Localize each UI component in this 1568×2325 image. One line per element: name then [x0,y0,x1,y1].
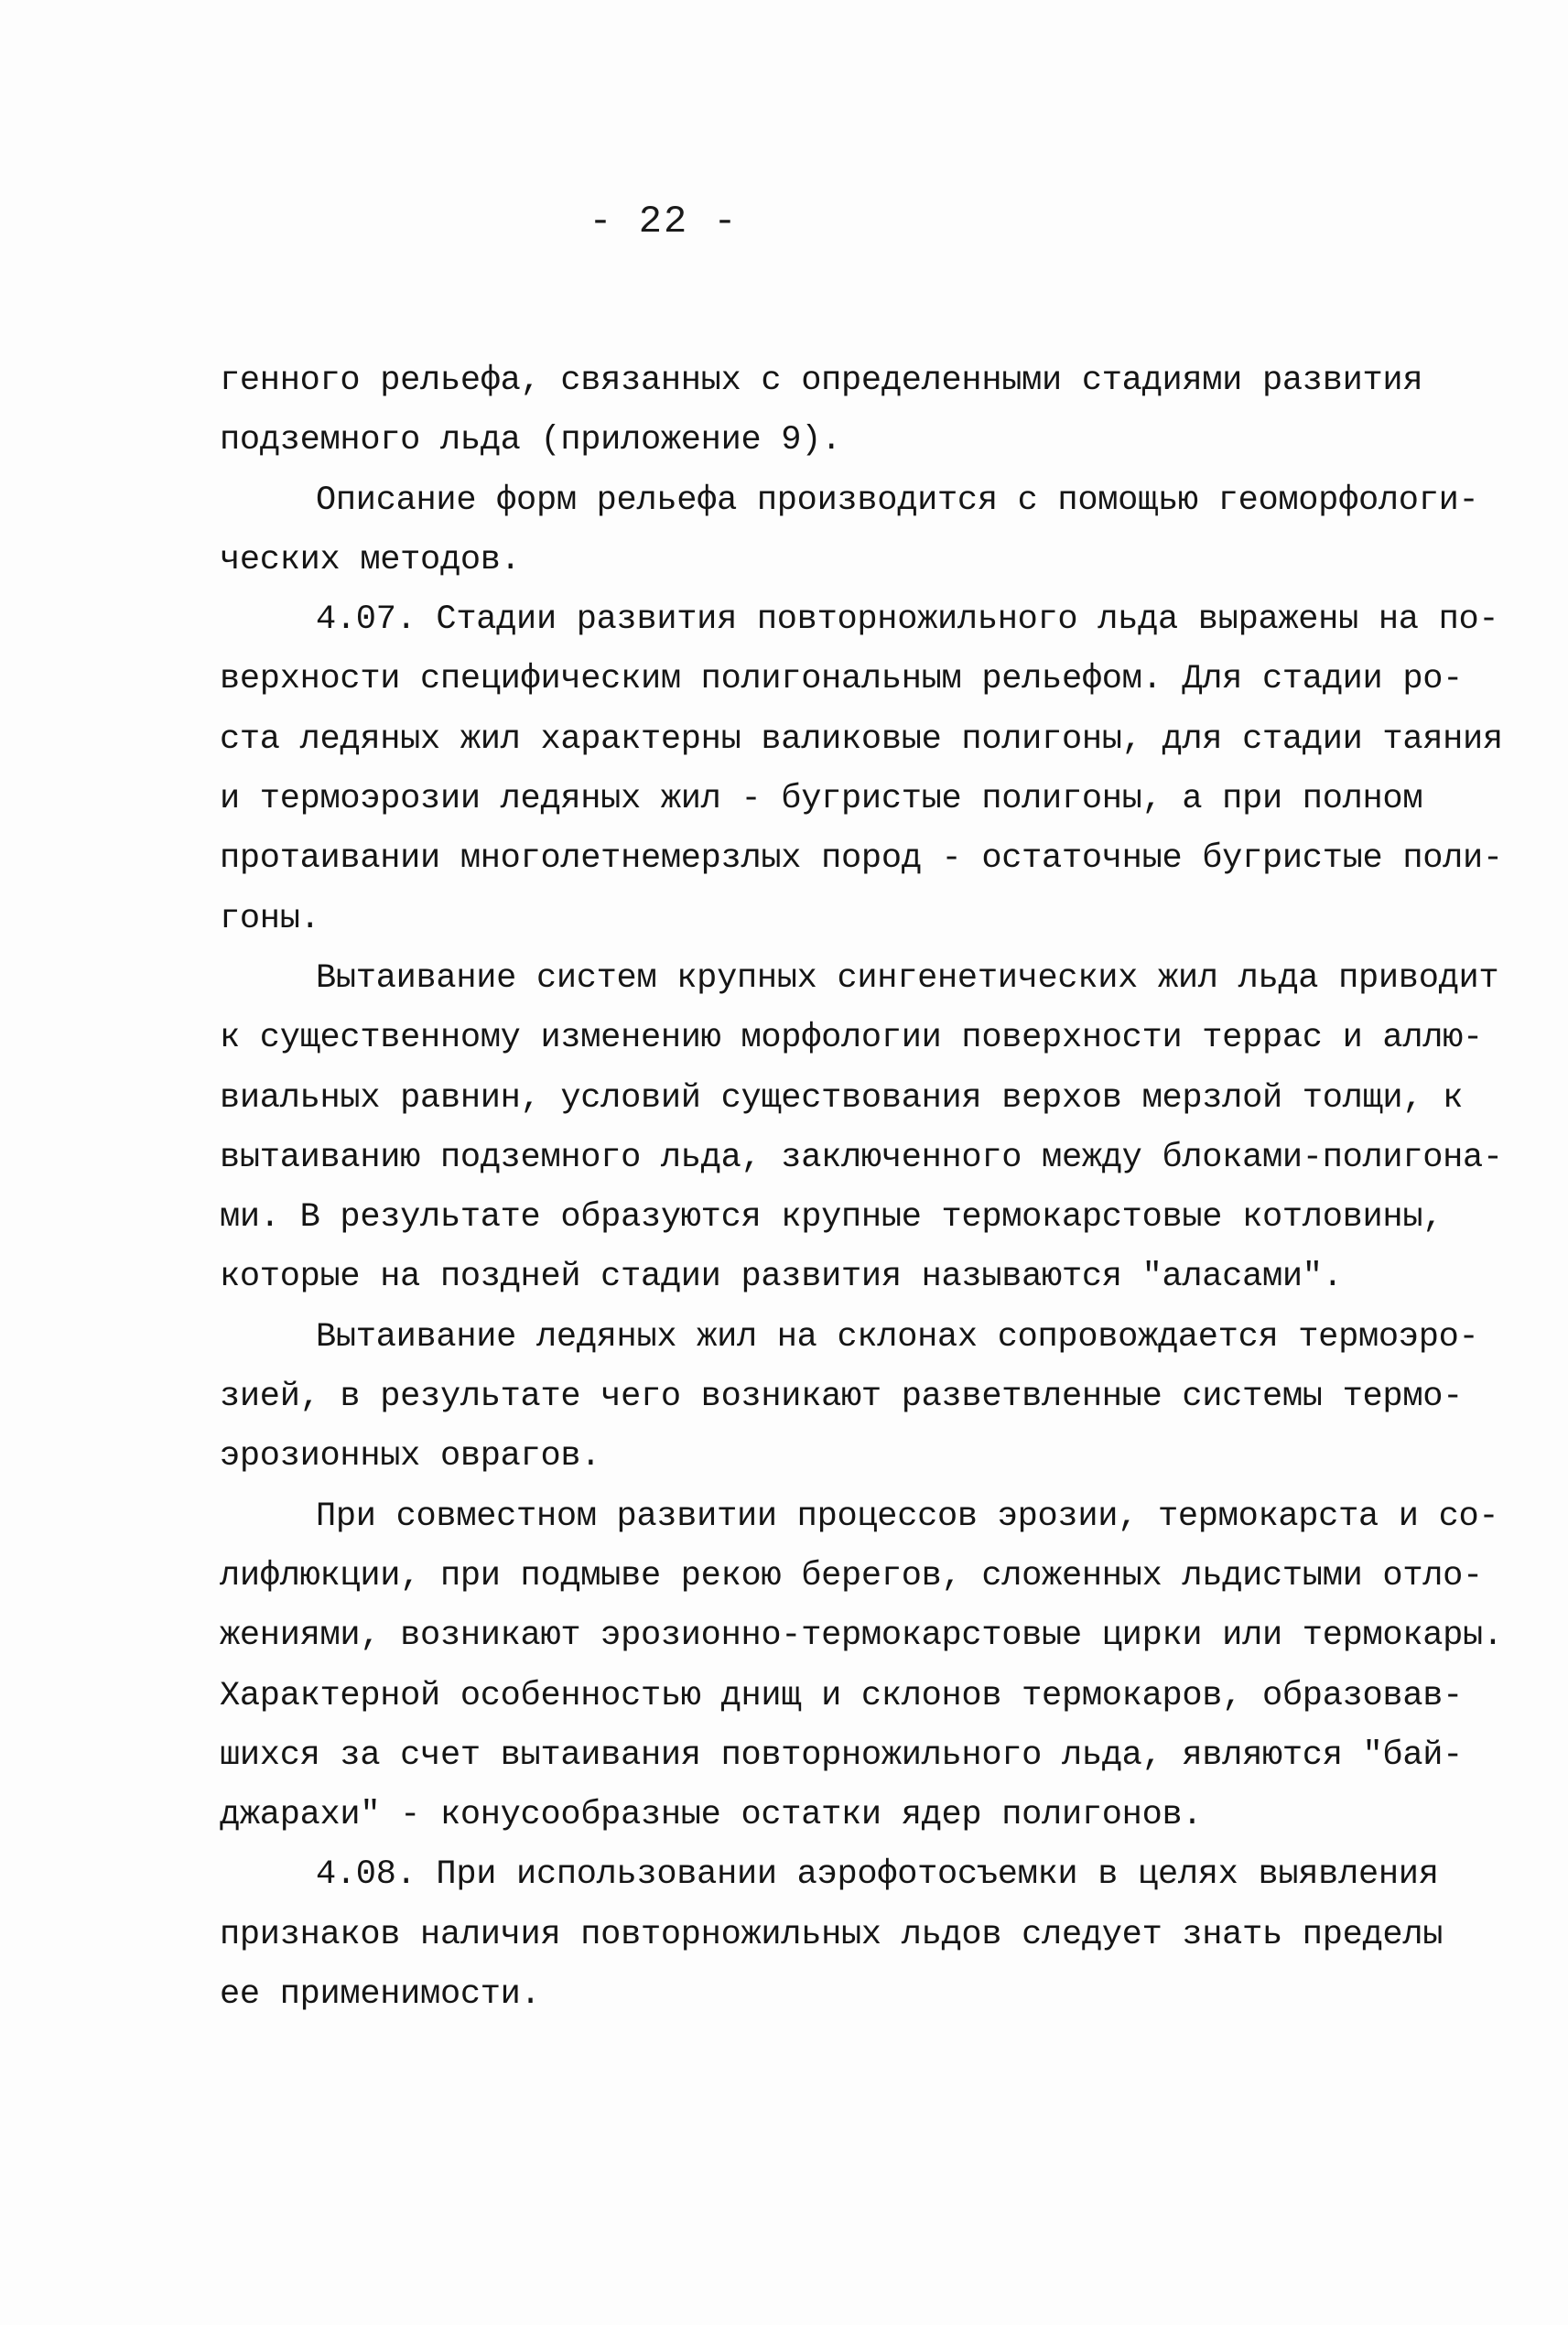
text-line: эрозионных оврагов. [220,1437,601,1476]
text-line: ее применимости. [220,1975,541,2015]
text-line: зией, в результате чего возникают разветвленные системы термо- [220,1378,1464,1417]
text-line: ми. В результате образуются крупные термокарстовые котловины, [220,1198,1444,1238]
text-line: которые на поздней стадии развития называются "аласами". [220,1258,1343,1297]
text-line: Описание форм рельефа производится с помощью геоморфологи- [316,481,1479,520]
text-line: признаков наличия повторножильных льдов следует знать пределы [220,1915,1444,1954]
text-line: Характерной особенностью днищ и склонов термокаров, образовав- [220,1676,1464,1715]
text-line: Вытаивание систем крупных сингенетических жил льда приводит [316,958,1499,998]
text-line: протаивании многолетнемерзлых пород - остаточные бугристые поли- [220,839,1503,879]
text-line: виальных равнин, условий существования верхов мерзлой толщи, к [220,1078,1464,1118]
text-line: Вытаивание ледяных жил на склонах сопровождается термоэро- [316,1317,1479,1357]
page-number: - 22 - [589,200,739,243]
text-line: При совместном развитии процессов эрозии, термокарста и со- [316,1497,1499,1536]
text-line: джарахи" - конусообразные остатки ядер полигонов. [220,1796,1203,1835]
text-line: гоны. [220,899,320,938]
text-line: к существенному изменению морфологии поверхности террас и аллю- [220,1019,1483,1058]
text-line: лифлюкции, при подмыве рекою берегов, сложенных льдистыми отло- [220,1556,1483,1595]
text-line: шихся за счет вытаивания повторножильного льда, являются "бай- [220,1736,1464,1775]
text-line: ста ледяных жил характерны валиковые полигоны, для стадии таяния [220,719,1503,759]
text-line: 4.08. При использовании аэрофотосъемки в целях выявления [316,1855,1439,1895]
text-line: жениями, возникают эрозионно-термокарстовые цирки или термокары. [220,1617,1503,1656]
text-line: подземного льда (приложение 9). [220,421,842,460]
text-line: вытаиванию подземного льда, заключенного между блоками-полигона- [220,1138,1503,1177]
text-line: ческих методов. [220,540,521,579]
text-line: генного рельефа, связанных с определенными стадиями развития [220,362,1423,400]
text-line: верхности специфическим полигональным рельефом. Для стадии ро- [220,660,1464,699]
body-text [220,351,1503,2025]
text-line: и термоэрозии ледяных жил - бугристые полигоны, а при полном [220,780,1423,819]
text-line: 4.07. Стадии развития повторножильного льда выражены на по- [316,600,1499,640]
